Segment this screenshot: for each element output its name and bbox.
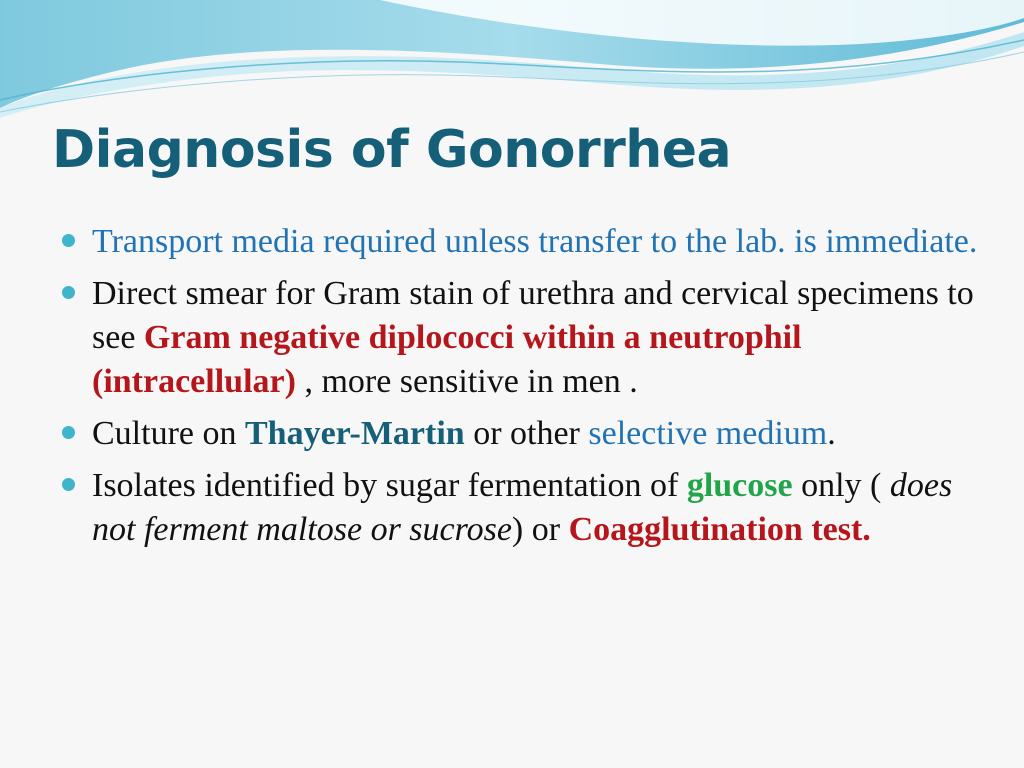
bullet-transport-media — [62, 220, 1002, 264]
bullet-text: , more sensitive in men . — [295, 363, 638, 400]
bullet-culture — [62, 412, 1002, 456]
bullet-emphasis: Gram negative diplococci within a neutrophil (intracellular) — [92, 319, 802, 400]
bullet-emphasis: Thayer-Martin — [244, 415, 465, 452]
bullet-emphasis: glucose — [686, 467, 793, 504]
header-wave-decoration — [0, 0, 1024, 130]
bullet-list — [62, 220, 1002, 560]
bullet-text: only ( — [792, 467, 890, 504]
bullet-text: Transport media required unless transfer to the lab. is immediate. — [92, 223, 978, 260]
bullet-text: Direct smear for Gram stain of urethra and cervical specimens to see — [92, 275, 974, 356]
bullet-text: ) or — [511, 511, 569, 548]
bullet-emphasis: Coagglutination test. — [568, 511, 871, 548]
bullet-text: . — [827, 415, 836, 452]
bullet-highlight: selective medium — [588, 415, 828, 452]
bullet-isolates — [62, 464, 1002, 552]
bullet-text: Culture on — [92, 415, 245, 452]
bullet-dot-icon — [62, 286, 75, 299]
bullet-dot-icon — [62, 234, 75, 247]
bullet-text: or other — [464, 415, 589, 452]
slide-title: Diagnosis of Gonorrhea — [52, 120, 732, 180]
bullet-dot-icon — [62, 426, 75, 439]
bullet-text: Isolates identified by sugar fermentation of — [92, 467, 687, 504]
bullet-direct-smear — [62, 272, 1002, 404]
bullet-italic: does not ferment maltose or sucrose — [92, 467, 953, 548]
bullet-dot-icon — [62, 478, 75, 491]
